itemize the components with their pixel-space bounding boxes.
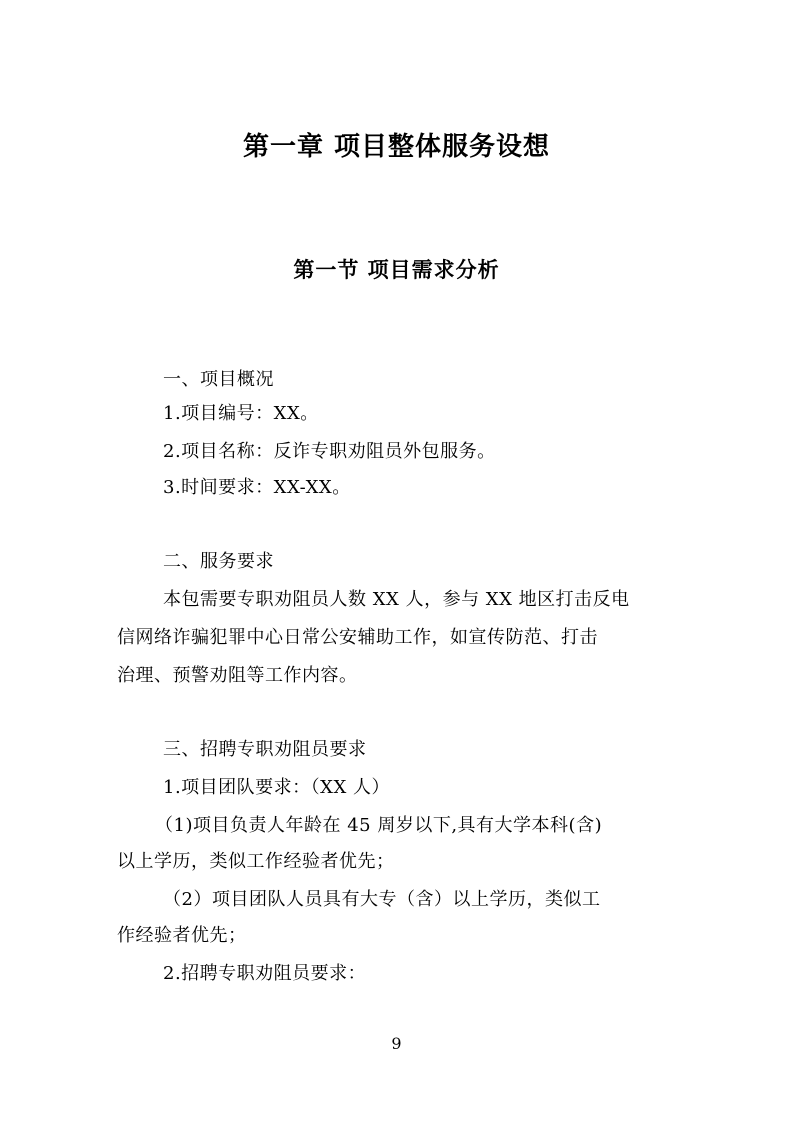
overview-item: 1.项目编号：XX。 [163, 403, 319, 424]
requirement-line: （2）项目团队人员具有大专（含）以上学历，类似工 [163, 889, 601, 910]
page-number: 9 [391, 1034, 402, 1053]
overview-heading: 一、项目概况 [163, 369, 274, 390]
recruit-heading: 三、招聘专职劝阻员要求 [163, 739, 367, 760]
team-requirement-heading: 1.项目团队要求：（XX 人） [163, 777, 391, 798]
section-title: 第一节 项目需求分析 [293, 258, 500, 282]
service-heading: 二、服务要求 [163, 551, 274, 572]
requirement-line: 以上学历，类似工作经验者优先； [117, 851, 395, 872]
staff-requirement-heading: 2.招聘专职劝阻员要求： [163, 963, 367, 984]
chapter-title: 第一章 项目整体服务设想 [242, 132, 551, 162]
overview-item: 2.项目名称：反诈专职劝阻员外包服务。 [163, 441, 496, 462]
requirement-line: （1)项目负责人年龄在 45 周岁以下,具有大学本科(含) [155, 815, 603, 836]
service-paragraph-line: 本包需要专职劝阻员人数 XX 人，参与 XX 地区打击反电 [163, 589, 630, 610]
service-paragraph-line: 信网络诈骗犯罪中心日常公安辅助工作，如宣传防范、打击 [117, 627, 598, 648]
requirement-line: 作经验者优先； [117, 925, 247, 946]
service-paragraph-line: 治理、预警劝阻等工作内容。 [117, 665, 358, 686]
overview-item: 3.时间要求：XX-XX。 [163, 477, 351, 498]
